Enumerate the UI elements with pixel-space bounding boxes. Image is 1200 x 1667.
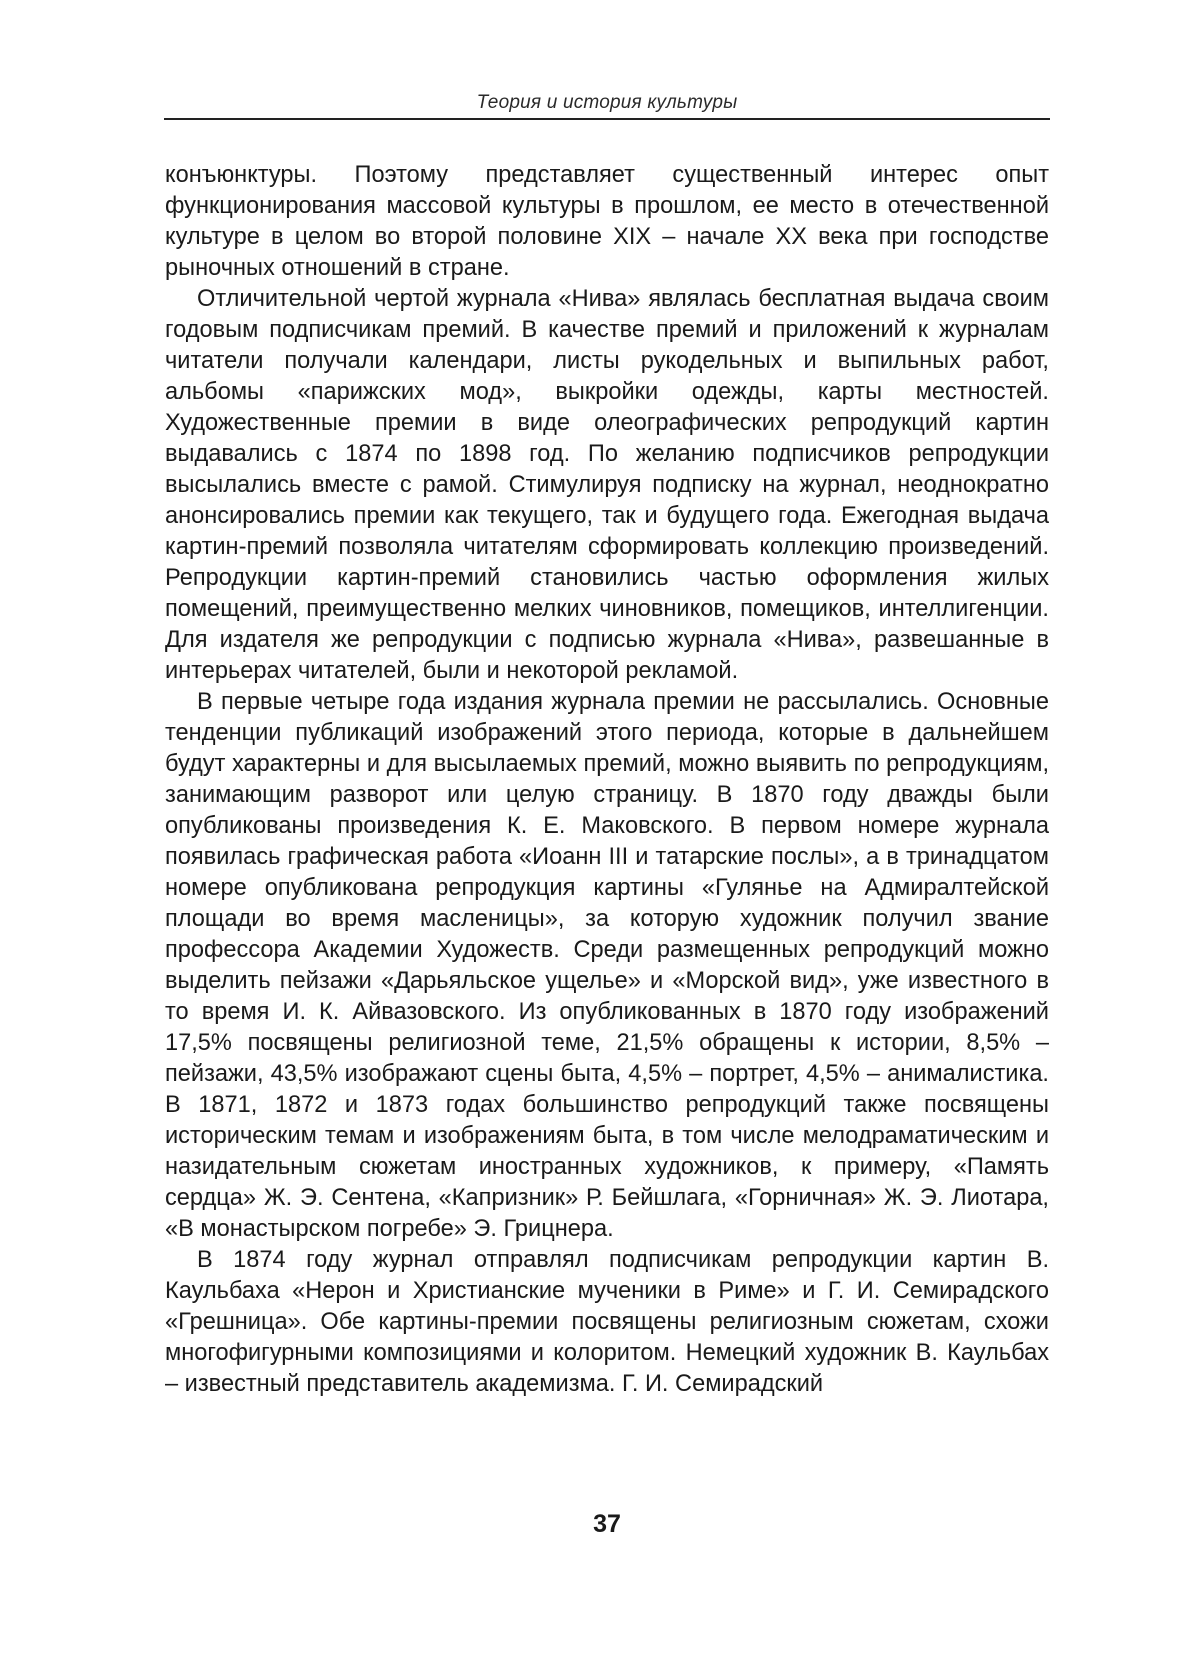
paragraph-1: конъюнктуры. Поэтому представляет существенный интерес опыт функционирования массовой культуры в прошлом, ее место в отечественной культуре в целом во второй половине XIX – начале XX века при господстве рыночных отношений в стране. [165,162,1049,281]
paragraph-4: В 1874 году журнал отправлял подписчикам репродукции картин В. Каульбаха «Нерон и Христианские мученики в Риме» и Г. И. Семирадского «Грешница». Обе картины-премии посвящены религиозным сюжетам, схожи многофигурными композициями и колоритом. Немецкий художник В. Каульбах – известный представитель академизма. Г. И. Семирадский [165,1247,1049,1397]
header-rule [164,118,1050,120]
paragraph-2: Отличительной чертой журнала «Нива» являлась бесплатная выдача своим годовым подписчикам премий. В качестве премий и приложений к журналам читатели получали календари, листы рукодельных и выпильных работ, альбомы «парижских мод», выкройки одежды, карты местностей. Художественные премии в виде олеографических репродукций картин выдавались с 1874 по 1898 год. По желанию подписчиков репродукции высылались вместе с рамой. Стимулируя подписку на журнал, неоднократно анонсировались премии как текущего, так и будущего года. Ежегодная выдача картин-премий позволяла читателям сформировать коллекцию произведений. Репродукции картин-премий становились частью оформления жилых помещений, преимущественно мелких чиновников, помещиков, интеллигенции. Для издателя же репродукции с подписью журнала «Нива», развешанные в интерьерах читателей, были и некоторой рекламой. [165,286,1049,684]
page-number: 37 [593,1510,621,1538]
paragraph-3: В первые четыре года издания журнала премии не рассылались. Основные тенденции публикаций изображений этого периода, которые в дальнейшем будут характерны и для высылаемых премий, можно выявить по репродукциям, занимающим разворот или целую страницу. В 1870 году дважды были опубликованы произведения К. Е. Маковского. В первом номере журнала появилась графическая работа «Иоанн III и татарские послы», а в тринадцатом номере опубликована репродукция картины «Гулянье на Адмиралтейской площади во время масленицы», за которую художник получил звание профессора Академии Художеств. Среди размещенных репродукций можно выделить пейзажи «Дарьяльское ущелье» и «Морской вид», уже известного в то время И. К. Айвазовского. Из опубликованных в 1870 году изображений 17,5% посвящены религиозной теме, 21,5% обращены к истории, 8,5% – пейзажи, 43,5% изображают сцены быта, 4,5% – портрет, 4,5% – анималистика. В 1871, 1872 и 1873 годах большинство репродукций также посвящены историческим темам и изображениям быта, в том числе мелодраматическим и назидательным сюжетам иностранных художников, к примеру, «Память сердца» Ж. Э. Сентена, «Капризник» Р. Бейшлага, «Горничная» Ж. Э. Лиотара, «В монастырском погребе» Э. Грицнера. [165,689,1049,1242]
running-header-title: Теория и история культуры [476,92,738,113]
body-text [165,160,1049,1400]
